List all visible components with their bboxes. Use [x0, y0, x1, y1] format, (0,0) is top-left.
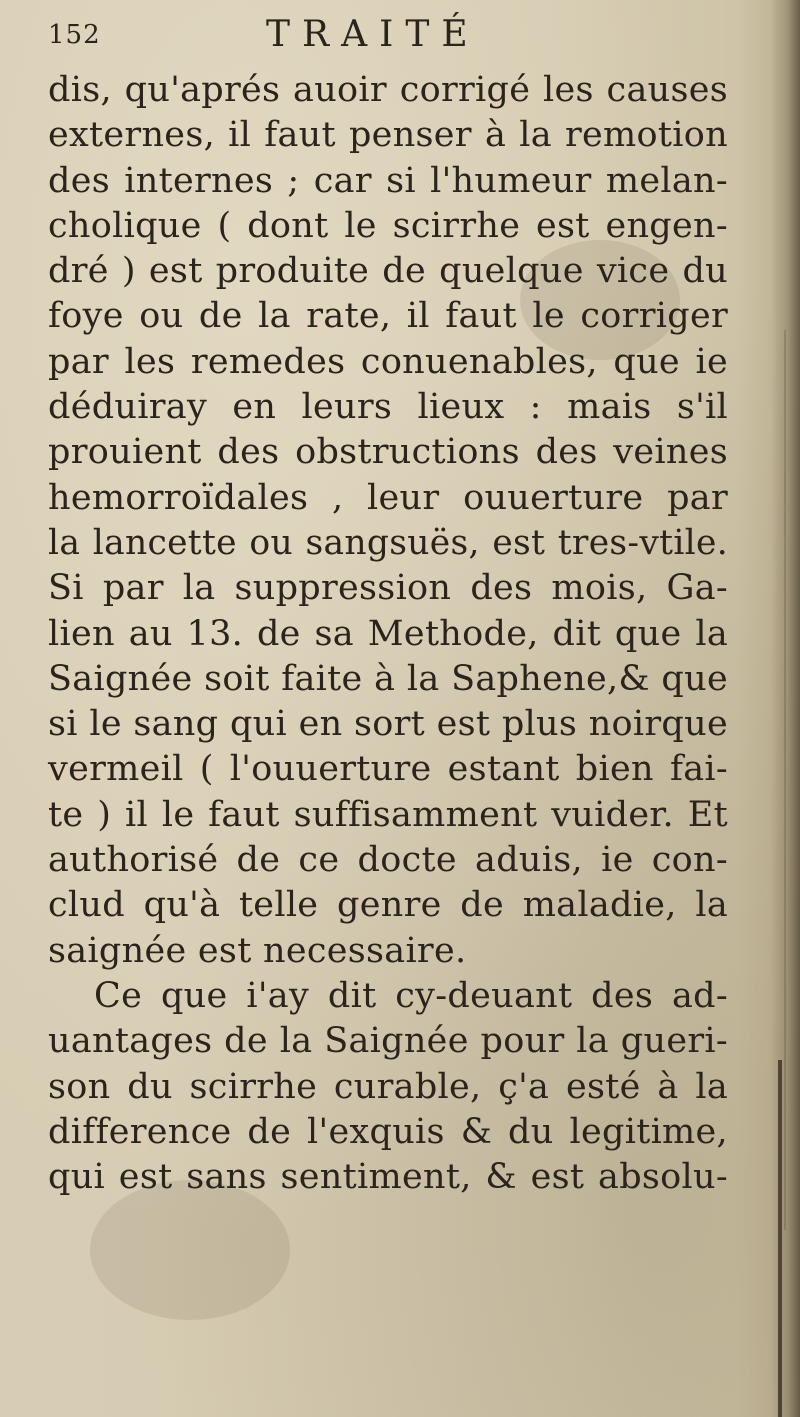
text-line: son du scirrhe curable, ç'a esté à la	[48, 1066, 728, 1107]
body-text	[48, 68, 728, 1200]
text-line: par les remedes conuenables, que ie	[48, 341, 728, 382]
running-title: TRAITÉ	[266, 14, 480, 55]
text-line: si le sang qui en sort est plus noirque	[48, 704, 728, 745]
paper-stain	[90, 1180, 290, 1320]
text-line: dis, qu'aprés auoir corrigé les causes	[48, 70, 728, 110]
text-line: Si par la suppression des mois, Ga-	[48, 568, 728, 609]
text-line: externes, il faut penser à la remotion	[48, 115, 728, 156]
text-line: lien au 13. de sa Methode, dit que la	[48, 613, 728, 654]
page-edge-fold	[784, 330, 786, 1230]
text-line: des internes ; car si l'humeur melan-	[48, 160, 728, 201]
text-line: clud qu'à telle genre de maladie, la	[48, 885, 728, 926]
text-line: prouient des obstructions des veines	[48, 432, 728, 473]
text-line: authorisé de ce docte aduis, ie con-	[48, 840, 728, 881]
text-line: uantages de la Saignée pour la gueri-	[48, 1021, 728, 1062]
page-edge-binding	[778, 1060, 782, 1417]
page-number: 152	[48, 20, 101, 50]
text-line: te ) il le faut suffisamment vuider. Et	[48, 794, 728, 835]
text-line: Saignée soit faite à la Saphene,& que	[48, 658, 728, 699]
text-line: vermeil ( l'ouuerture estant bien fai-	[48, 749, 728, 790]
text-line: cholique ( dont le scirrhe est engen-	[48, 205, 728, 246]
text-line: hemorroïdales , leur ouuerture par	[48, 477, 728, 518]
page-header	[48, 14, 748, 70]
text-line: dré ) est produite de quelque vice du	[48, 251, 728, 292]
text-line: foye ou de la rate, il faut le corriger	[48, 296, 728, 337]
text-line: la lancette ou sangsuës, est tres-vtile.	[48, 522, 728, 563]
text-line: qui est sans sentiment, & est absolu-	[48, 1157, 728, 1198]
text-line: Ce que i'ay dit cy-deuant des ad-	[94, 975, 728, 1016]
text-line: déduiray en leurs lieux : mais s'il	[48, 387, 728, 428]
text-line: saignée est necessaire.	[48, 930, 467, 971]
text-line: difference de l'exquis & du legitime,	[48, 1111, 728, 1152]
